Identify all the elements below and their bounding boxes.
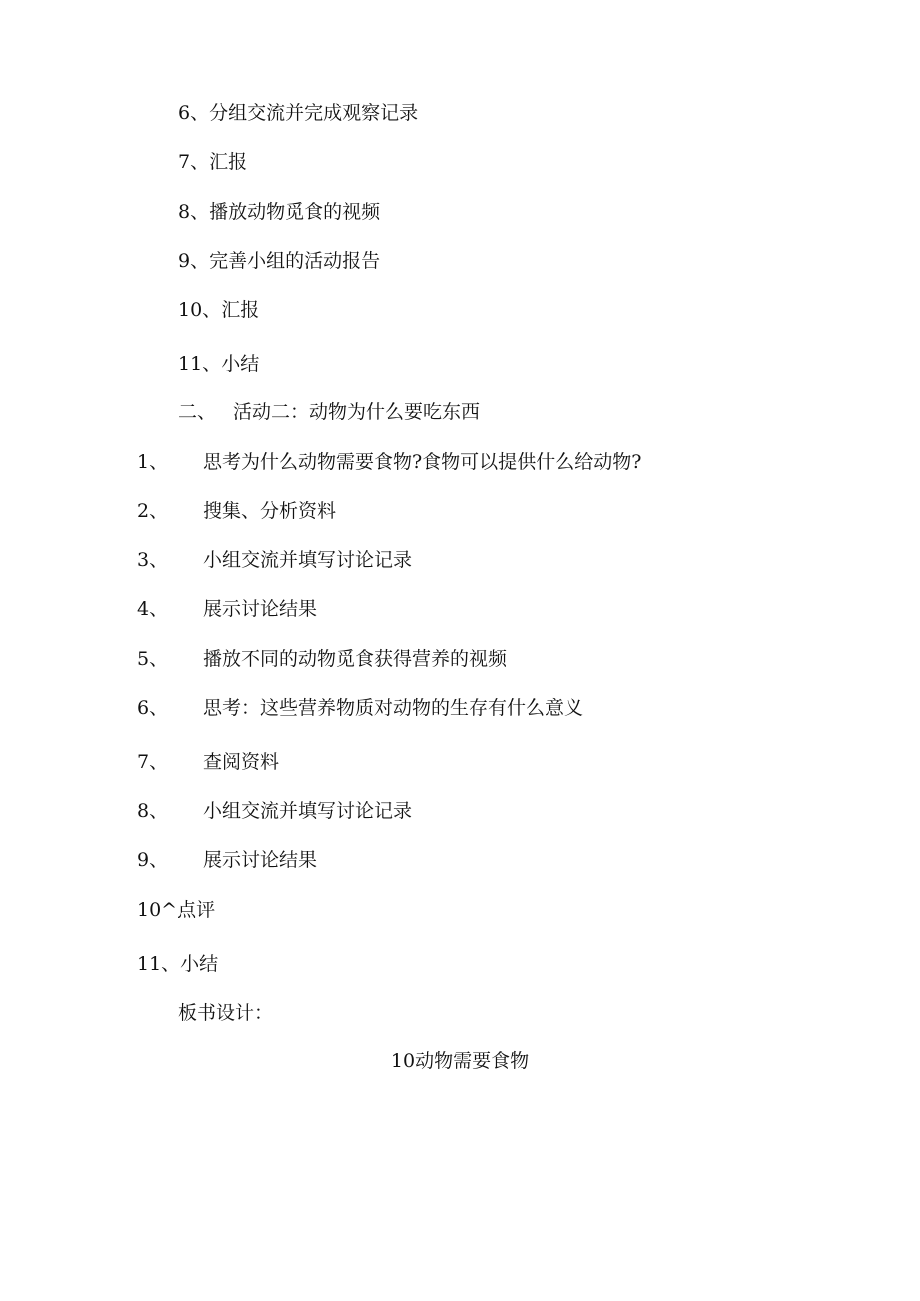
item-text: 展示讨论结果 xyxy=(203,849,318,871)
item-text: 展示讨论结果 xyxy=(203,598,318,620)
item-number: 7、 xyxy=(137,751,169,773)
item-text: 思考：这些营养物质对动物的生存有什么意义 xyxy=(203,697,584,719)
section-heading xyxy=(178,400,480,424)
list-item xyxy=(137,848,317,872)
item-text: 搜集、分析资料 xyxy=(203,500,337,522)
item-number: 6、 xyxy=(137,697,169,719)
item-number: 2、 xyxy=(137,500,169,522)
item-number: 7、 xyxy=(178,151,210,173)
item-number: 8、 xyxy=(137,800,169,822)
board-design-label: 板书设计： xyxy=(178,1002,274,1024)
item-number: 4、 xyxy=(137,598,169,620)
item-number: 10、 xyxy=(178,299,222,321)
item-text: 思考为什么动物需要食物?食物可以提供什么给动物? xyxy=(203,451,642,473)
list-item xyxy=(137,799,412,823)
list-item xyxy=(178,200,380,224)
list-item xyxy=(178,101,418,125)
item-text: 汇报 xyxy=(209,151,248,173)
list-item xyxy=(137,696,583,720)
item-number: 9、 xyxy=(178,250,210,272)
list-item xyxy=(137,952,218,976)
list-item xyxy=(137,450,641,474)
item-number: 11、 xyxy=(178,353,222,375)
item-number: 3、 xyxy=(137,549,169,571)
item-text: 播放不同的动物觅食获得营养的视频 xyxy=(203,648,508,670)
list-item xyxy=(178,352,259,376)
item-text: 小组交流并填写讨论记录 xyxy=(203,549,413,571)
board-design-title: 10动物需要食物 xyxy=(390,1050,530,1072)
item-text: 汇报 xyxy=(221,299,260,321)
list-item xyxy=(137,548,412,572)
list-item xyxy=(137,750,279,774)
item-text: 11、小结 xyxy=(137,953,219,975)
item-text: 10^点评 xyxy=(137,899,216,921)
list-item xyxy=(178,249,380,273)
item-number: 5、 xyxy=(137,648,169,670)
item-text: 完善小组的活动报告 xyxy=(209,250,381,272)
item-number: 6、 xyxy=(178,102,210,124)
item-text: 小组交流并填写讨论记录 xyxy=(203,800,413,822)
list-item xyxy=(137,898,215,922)
item-text: 分组交流并完成观察记录 xyxy=(209,102,419,124)
item-text: 播放动物觅食的视频 xyxy=(209,201,381,223)
list-item xyxy=(178,150,247,174)
heading-text: 活动二：动物为什么要吃东西 xyxy=(233,401,481,423)
list-item xyxy=(137,499,336,523)
list-item xyxy=(137,647,507,671)
list-item xyxy=(137,597,317,621)
item-number: 8、 xyxy=(178,201,210,223)
item-number: 1、 xyxy=(137,451,169,473)
heading-number: 二、 xyxy=(178,401,217,423)
item-number: 9、 xyxy=(137,849,169,871)
item-text: 查阅资料 xyxy=(203,751,280,773)
list-item xyxy=(178,298,259,322)
item-text: 小结 xyxy=(221,353,260,375)
